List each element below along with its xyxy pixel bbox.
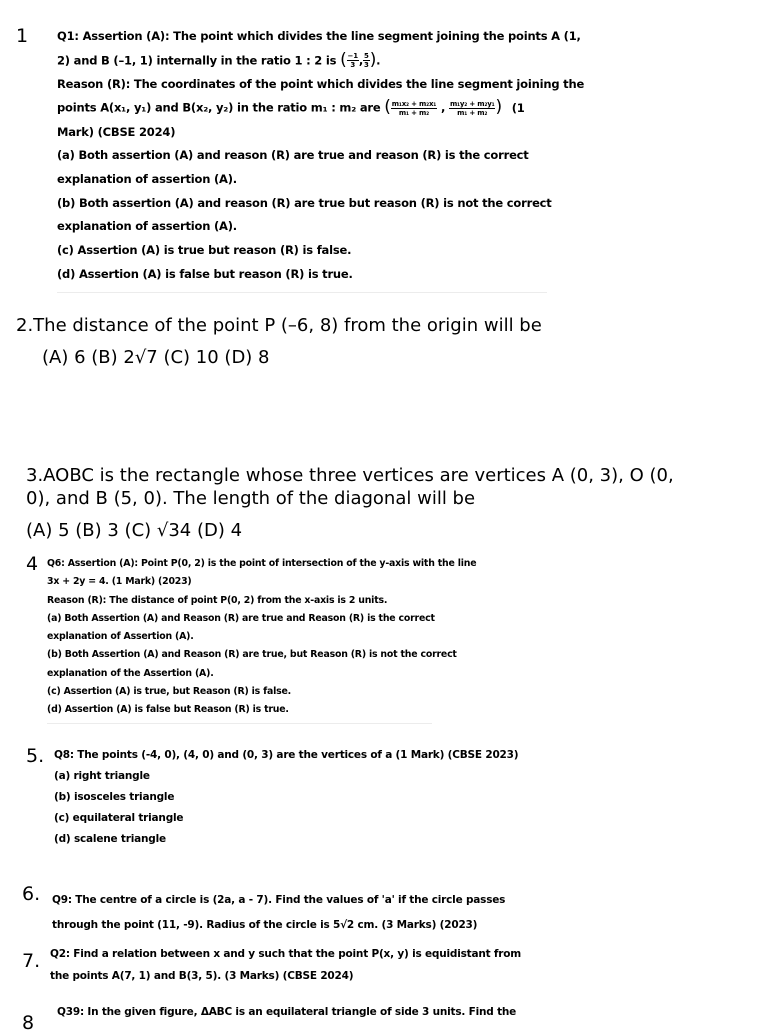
q1-number: 1 bbox=[16, 25, 29, 47]
q5-block bbox=[54, 745, 518, 850]
q1-fraction-y-den: 3 bbox=[364, 61, 369, 70]
q1-assertion-line1: Q1: Assertion (A): The point which divides the line segment joining the points A (1, bbox=[57, 29, 581, 43]
q4-number: 4 bbox=[26, 553, 39, 575]
q3-question-line2: 0), and B (5, 0). The length of the diagonal will be bbox=[26, 488, 476, 509]
q1-formula-y-num: m₁y₂ + m₂y₁ bbox=[449, 99, 495, 108]
q4-block bbox=[47, 555, 476, 720]
q1-fraction-y bbox=[363, 52, 370, 69]
q5-option-b: (b) isosceles triangle bbox=[54, 791, 175, 803]
q1-mark-line: Mark) (CBSE 2024) bbox=[57, 124, 176, 139]
q1-fraction-x-num: −1 bbox=[347, 52, 358, 61]
q1-assertion-line2-text: 2) and B (–1, 1) internally in the ratio 1 : 2 is bbox=[57, 53, 337, 68]
q4-option-a-line1: (a) Both Assertion (A) and Reason (R) are true and Reason (R) is the correct bbox=[47, 612, 435, 624]
q1-divider bbox=[57, 292, 547, 293]
q1-option-b-line2: explanation of assertion (A). bbox=[57, 219, 237, 234]
q5-option-a: (a) right triangle bbox=[54, 770, 150, 782]
q6-line1: Q9: The centre of a circle is (2a, a - 7). Find the values of 'a' if the circle passes bbox=[52, 894, 506, 906]
q5-option-d: (d) scalene triangle bbox=[54, 833, 166, 845]
q1-option-d: (d) Assertion (A) is false but reason (R) is true. bbox=[57, 266, 353, 281]
q4-reason: Reason (R): The distance of point P(0, 2) from the x-axis is 2 units. bbox=[47, 594, 388, 606]
q1-formula-x bbox=[391, 100, 437, 117]
q5-question: Q8: The points (-4, 0), (4, 0) and (0, 3) are the vertices of a (1 Mark) (CBSE 2023) bbox=[54, 749, 519, 761]
q1-option-a-line2: explanation of assertion (A). bbox=[57, 171, 237, 186]
q1-option-b-line1: (b) Both assertion (A) and reason (R) are true but reason (R) is not the correct bbox=[57, 195, 552, 210]
q1-formula-y-den: m₁ + m₂ bbox=[457, 108, 488, 117]
q1-reason-line1: Reason (R): The coordinates of the point which divides the line segment joining the bbox=[57, 76, 585, 91]
q3-options: (A) 5 (B) 3 (C) √34 (D) 4 bbox=[26, 520, 243, 541]
q1-reason-line2: points A(x₁, y₁) and B(x₂, y₂) in the ratio m₁ : m₂ are ( $\frac{\text{m₁x₂ + m₂x₁}}{\text{m₁ + m₂}}$ , $\frac{\text{m₁y₂ + m₂y₁}}{\text{m₁ + m₂}}$ ) (1 bbox=[57, 97, 525, 118]
q6-line2: through the point (11, -9). Radius of the circle is 5√2 cm. (3 Marks) (2023) bbox=[52, 919, 478, 931]
q1-formula-y bbox=[449, 100, 496, 117]
q4-option-d: (d) Assertion (A) is false but Reason (R) is true. bbox=[47, 704, 289, 716]
q6-block bbox=[52, 888, 505, 938]
q1-block bbox=[57, 25, 584, 286]
q8-number: 8 bbox=[22, 1012, 35, 1034]
q7-number: 7. bbox=[22, 950, 41, 972]
q7-line2: the points A(7, 1) and B(3, 5). (3 Marks) (CBSE 2024) bbox=[50, 970, 354, 982]
q4-option-b-line2: explanation of the Assertion (A). bbox=[47, 667, 214, 679]
q1-reason-line2-text: points A(x₁, y₁) and B(x₂, y₂) in the ratio m₁ : m₂ are bbox=[57, 100, 381, 115]
q1-option-c: (c) Assertion (A) is true but reason (R) is false. bbox=[57, 243, 352, 258]
q4-option-b-line1: (b) Both Assertion (A) and Reason (R) are true, but Reason (R) is not the correct bbox=[47, 649, 457, 661]
q1-formula-x-den: m₁ + m₂ bbox=[398, 108, 429, 117]
q5-option-c: (c) equilateral triangle bbox=[54, 812, 184, 824]
q1-fraction-x-den: 3 bbox=[350, 61, 356, 70]
q2-question: 2.The distance of the point P (–6, 8) from the origin will be bbox=[16, 315, 542, 336]
q4-option-c: (c) Assertion (A) is true, but Reason (R) is false. bbox=[47, 686, 291, 698]
q5-number: 5. bbox=[26, 745, 45, 767]
q4-divider bbox=[47, 723, 432, 724]
q4-assertion-line2: 3x + 2y = 4. (1 Mark) (2023) bbox=[47, 576, 192, 588]
q7-line1: Q2: Find a relation between x and y such that the point P(x, y) is equidistant from bbox=[50, 948, 522, 960]
q8-line1: Q39: In the given figure, ΔABC is an equilateral triangle of side 3 units. Find the bbox=[57, 1006, 517, 1018]
q6-number: 6. bbox=[22, 883, 41, 905]
q7-block bbox=[50, 943, 521, 987]
q1-formula-x-num: m₁x₂ + m₂x₁ bbox=[391, 99, 437, 108]
q1-assertion-line2: 2) and B (–1, 1) internally in the ratio 1 : 2 is ( $\frac{-1}{3}$ , $\frac{5}{3}$ ). bbox=[57, 49, 381, 70]
q4-assertion-line1: Q6: Assertion (A): Point P(0, 2) is the point of intersection of the y-axis with the line bbox=[47, 558, 477, 569]
q1-fraction-y-num: 5 bbox=[364, 52, 369, 61]
q1-option-a-line1: (a) Both assertion (A) and reason (R) are true and reason (R) is the correct bbox=[57, 148, 529, 163]
q2-options: (A) 6 (B) 2√7 (C) 10 (D) 8 bbox=[42, 347, 270, 368]
q4-option-a-line2: explanation of Assertion (A). bbox=[47, 631, 194, 643]
q1-reason-line2-tail: (1 bbox=[511, 100, 525, 115]
q8-block bbox=[57, 1001, 516, 1023]
q1-fraction-x bbox=[347, 52, 359, 69]
q3-question-line1: 3.AOBC is the rectangle whose three vertices are vertices A (0, 3), O (0, bbox=[26, 465, 674, 486]
